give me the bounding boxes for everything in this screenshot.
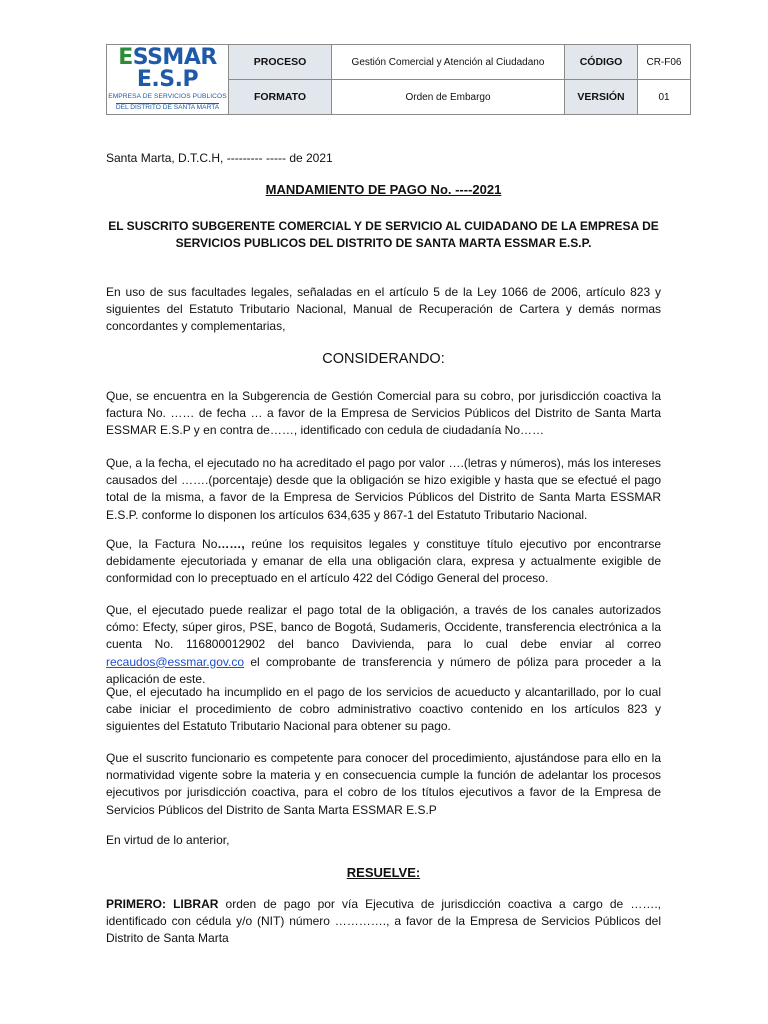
logo-cell <box>107 45 229 115</box>
paragraph-4-end: el comprobante de transferencia y número de póliza para proceder a la aplicación de este. <box>106 654 661 686</box>
logo-line2: DEL DISTRITO DE SANTA MARTA <box>115 104 220 111</box>
paragraph-3 <box>106 536 661 588</box>
proceso-label: PROCESO <box>229 45 332 80</box>
paragraph-6: Que el suscrito funcionario es competente para conocer del procedimiento, ajustándose para ello en la normatividad vigente sobre la materia y en consecuencia cumple la función de adelantar los procesos ejecutivos por jurisdicción coactiva, para el cobro de los títulos ejecutivos a favor de la Empresa de Servicios Públicos del Distrito de Santa Marta ESSMAR E.S.P <box>106 751 661 817</box>
version-label: VERSIÓN <box>565 80 638 115</box>
logo-line1: EMPRESA DE SERVICIOS PUBLICOS <box>108 93 227 101</box>
paragraph-4 <box>106 602 661 688</box>
email-link[interactable]: recaudos@essmar.gov.co <box>106 654 245 669</box>
paragraph-7: En virtud de lo anterior, <box>106 833 230 847</box>
document-title: MANDAMIENTO DE PAGO No. ----2021 <box>265 182 502 197</box>
formato-label: FORMATO <box>229 80 332 115</box>
version-value: 01 <box>638 80 691 115</box>
paragraph-3-blank: ……, <box>217 537 245 551</box>
resuelve-heading: RESUELVE: <box>346 865 421 880</box>
paragraph-3-start: Que, la Factura No <box>106 537 218 551</box>
paragraph-4-start: Que, el ejecutado puede realizar el pago total de la obligación, a través de los canales autorizados cómo: Efecty, súper giros, PSE, banco de Bogotá, Sudameris, Occidente, transferencia electrónica a la cuenta No. 116800012902 del banco Davivienda, para lo cual debe enviar al correo <box>106 603 661 652</box>
essmar-logo: ESSMAR E.S.P EMPRESA DE SERVICIOS PUBLICOS DEL DISTRITO DE SANTA MARTA <box>108 45 227 111</box>
primero-paragraph <box>106 896 661 948</box>
paragraph-1: Que, se encuentra en la Subgerencia de Gestión Comercial para su cobro, por jurisdicción coactiva la factura No. …… de fecha … a favor de la Empresa de Servicios Públicos del Distrito de Santa Marta ESSMAR E.S.P y en contra de……, identificado con cedula de ciudadanía No…… <box>106 389 661 438</box>
considerando-heading: CONSIDERANDO: <box>322 351 445 367</box>
intro-paragraph: En uso de sus facultades legales, señaladas en el artículo 5 de la Ley 1066 de 2006, artículo 823 y siguientes del Estatuto Tributario Nacional, Manual de Recuperación de Cartera y demás normas concordantes y complementarias, <box>106 285 661 334</box>
date-line: Santa Marta, D.T.C.H, --------- ----- de 2021 <box>106 151 333 165</box>
document-header-table <box>106 44 691 115</box>
formato-value: Orden de Embargo <box>332 80 565 115</box>
primero-text: orden de pago por vía Ejecutiva de jurisdicción coactiva a cargo de ……., identificado con cédula y/o (NIT) número …………., a favor de la Empresa de Servicios Públicos del Distrito de Santa Marta <box>106 897 661 946</box>
codigo-value: CR-F06 <box>638 45 691 80</box>
codigo-label: CÓDIGO <box>565 45 638 80</box>
proceso-value: Gestión Comercial y Atención al Ciudadano <box>332 45 565 80</box>
paragraph-5: Que, el ejecutado ha incumplido en el pago de los servicios de acueducto y alcantarillado, por lo cual cabe iniciar el procedimiento de cobro administrativo coactivo contenido en los artículos 823 y siguientes del Estatuto Tributario Nacional para obtener su pago. <box>106 685 661 734</box>
primero-label: PRIMERO: LIBRAR <box>106 897 219 911</box>
paragraph-3-end: reúne los requisitos legales y constituye título ejecutivo por encontrarse debidamente ejecutoriada y emanar de ella una obligación clara, expresa y actualmente exigible de conformidad con lo preceptuado en el artículo 422 del Código General del proceso. <box>106 537 662 586</box>
document-subtitle: EL SUSCRITO SUBGERENTE COMERCIAL Y DE SERVICIO AL CUIDADANO DE LA EMPRESA DE SERVICIOS PUBLICOS DEL DISTRITO DE SANTA MARTA ESSMAR E.S.P. <box>108 219 659 251</box>
paragraph-2: Que, a la fecha, el ejecutado no ha acreditado el pago por valor ….(letras y números), más los intereses causados del …….(porcentaje) desde que la obligación se hizo exigible y hasta que se efectué el pago total de la misma, a favor de la Empresa de Servicios Públicos del Distrito de Santa Marta ESSMAR E.S.P. conforme lo disponen los artículos 634,635 y 867-1 del Estatuto Tributario Nacional. <box>106 456 661 522</box>
